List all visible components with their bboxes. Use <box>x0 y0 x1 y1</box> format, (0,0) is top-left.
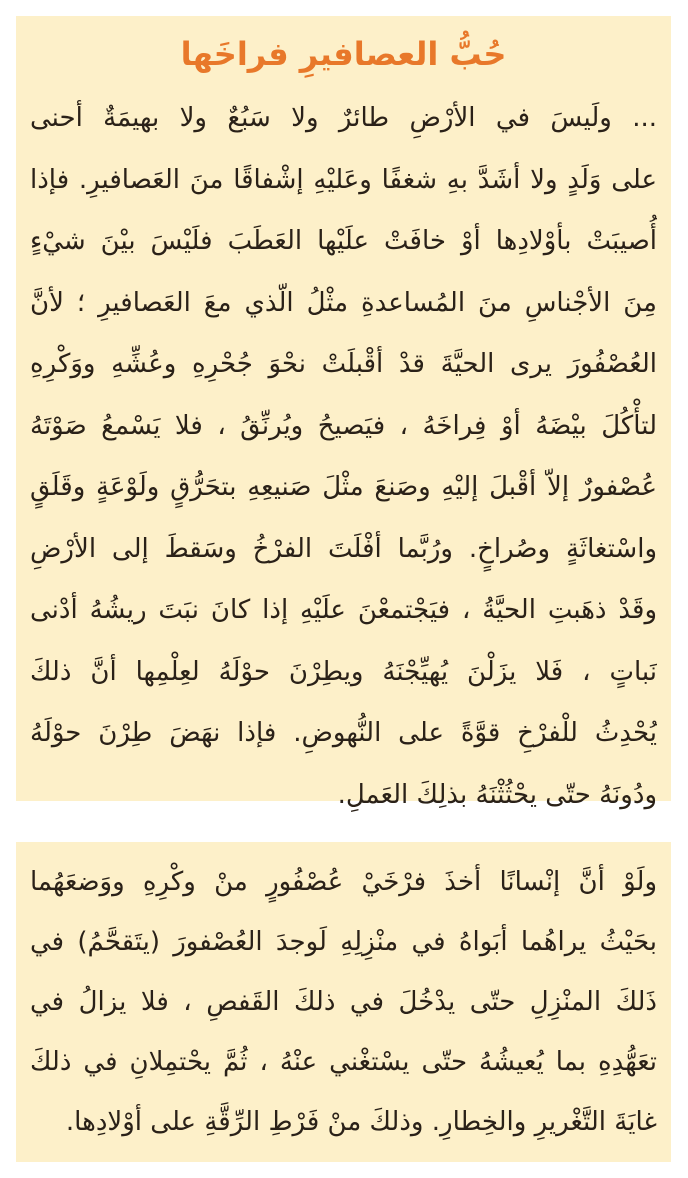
passage-1-line: ... ولَيسَ في الأرْضِ طائرٌ ولا سَبُعٌ ولا بهيمَةٌ أحنى <box>30 103 657 133</box>
passage-1-line: واسْتغاثَةٍ وصُراخٍ. ورُبَّما أفْلَتَ الفرْخُ وسَقطَ إلى الأرْضِ <box>30 533 657 564</box>
passage-1-line: نَباتٍ ، فَلا يزَلْنَ يُهيِّجْنَهُ ويطِرْنَ حوْلَهُ لعِلْمِها أنَّ ذلكَ <box>30 656 657 687</box>
passage-2-line: غايَةَ التَّغْريرِ والخِطارِ. وذلكَ منْ فَرْطِ الرِّقَّةِ على أوْلادِها. <box>65 1107 657 1137</box>
passage-1-line: العُصْفُورَ يرى الحيَّةَ قدْ أقْبلَتْ نحْوَ جُحْرِهِ وعُشِّهِ ووَكْرِهِ <box>30 349 657 379</box>
passage-1-line: على وَلَدٍ ولا أشَدَّ بهِ شغفًا وعَليْهِ إشْفاقًا منَ العَصافيرِ. فإذا <box>30 164 657 195</box>
passage-1-line: أُصيبَتْ بأوْلادِها أوْ خافَتْ علَيْها العَطَبَ فلَيْسَ بيْنَ شيْءٍ <box>30 226 657 256</box>
passage-panel-2 <box>16 842 671 1162</box>
passage-2-line: بحَيْثُ يراهُما أبَواهُ في منْزِلِهِ لَوجدَ العُصْفورَ (يتَقحَّمُ) في <box>30 927 657 957</box>
passage-1-line: وقَدْ ذهَبتِ الحيَّةُ ، فيَجْتمعْنَ علَيْهِ إذا كانَ نبَتَ ريشُهُ أدْنى <box>30 595 657 625</box>
passage-1-line: يُحْدِثُ للْفرْخِ قوَّةً على النُّهوضِ. فإذا نهَضَ طِرْنَ حوْلَهُ <box>30 718 657 748</box>
passage-1-line: مِنَ الأجْناسِ منَ المُساعدةِ مثْلُ الّذي معَ العَصافيرِ ؛ لأنَّ <box>30 287 657 318</box>
passage-2-line: ذَلكَ المنْزِلِ حتّى يدْخُلَ في ذلكَ القَفصِ ، فلا يزالُ في <box>30 987 657 1017</box>
passage-2-line: ولَوْ أنَّ إنْسانًا أخذَ فرْخَيْ عُصْفُورٍ منْ وكْرِهِ ووَضعَهُما <box>30 867 657 897</box>
passage-panel-1 <box>16 16 671 810</box>
page-title: حُبُّ العصافيرِ فراخَها <box>180 35 507 73</box>
passage-1-line: ودُونَهُ حتّى يحْثُثْنَهُ بذلِكَ العَملِ. <box>337 779 657 810</box>
passage-2-line: تعَهُّدِهِ بما يُعيشُهُ حتّى يسْتغْني عنْهُ ، ثُمَّ يحْتمِلانِ في ذلكَ <box>30 1047 657 1077</box>
passage-2-body <box>30 852 657 1152</box>
passage-1-line: لتأْكُلَ بيْضَهُ أوْ فِراخَهُ ، فيَصيحُ ويُرنِّقُ ، فلا يَسْمعُ صَوْتَهُ <box>30 410 657 441</box>
passage-1-line: عُصْفورٌ إلاّ أقْبلَ إليْهِ وصَنعَ مثْلَ صَنيعِهِ بتحَرُّقٍ ولَوْعَةٍ وقَلَقٍ <box>30 472 657 502</box>
passage-1-body <box>30 88 657 826</box>
